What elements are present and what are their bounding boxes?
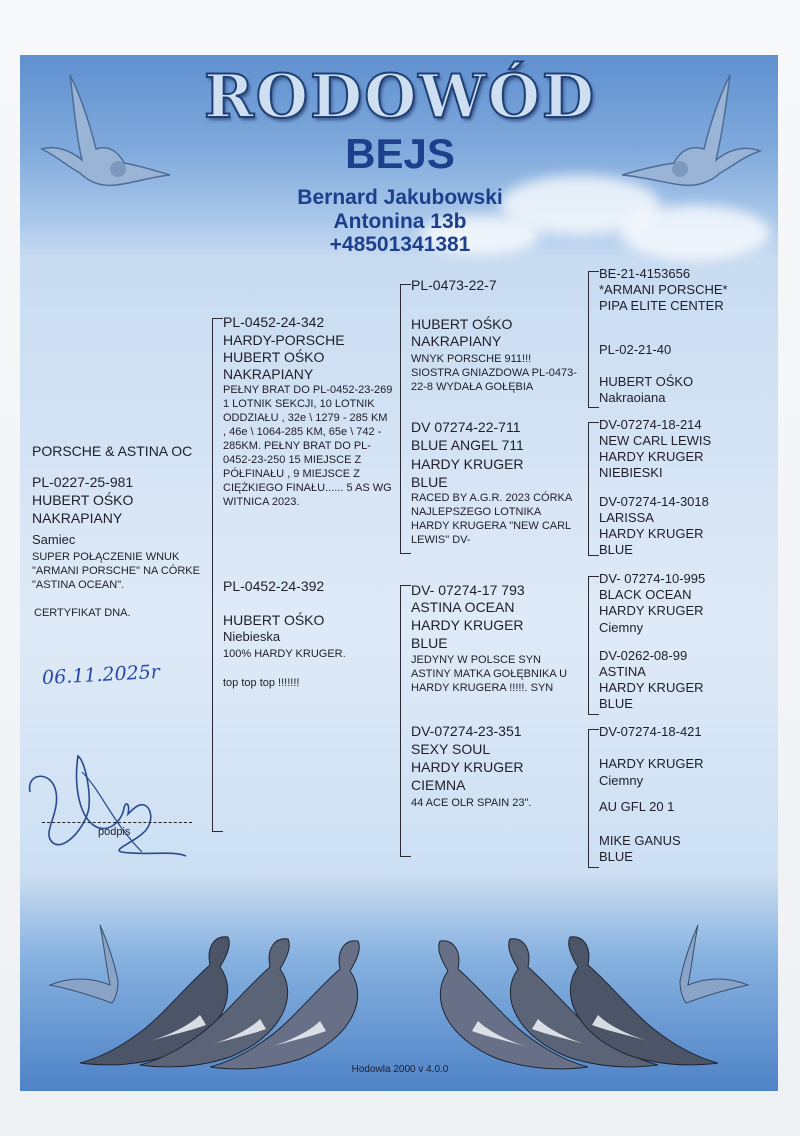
ggp1-ring: BE-21-4153656 — [599, 266, 691, 281]
ggp4-ring: DV-07274-14-3018 — [599, 494, 709, 509]
ggp7-breeder: HARDY KRUGER — [599, 756, 704, 771]
software-credit: Hodowla 2000 v 4.0.0 — [351, 1064, 449, 1075]
handwritten-date: 06.11.2025r — [41, 660, 161, 690]
gp3-breeder: HARDY KRUGER — [411, 617, 524, 633]
dam-ring: PL-0452-24-392 — [223, 578, 325, 594]
subject-cert: CERTYFIKAT DNA. — [34, 607, 131, 619]
gp1-color: NAKRAPIANY — [411, 333, 502, 349]
gp2-ring: DV 07274-22-711 — [411, 419, 521, 435]
ggp3-breeder: HARDY KRUGER — [599, 449, 704, 464]
ggp7-color: Ciemny — [599, 773, 644, 788]
subject-color: NAKRAPIANY — [32, 510, 123, 526]
ggp3-color: NIEBIESKI — [599, 465, 663, 480]
sire-breeder: HUBERT OŚKO — [223, 349, 325, 365]
ggp5-ring: DV- 07274-10-995 — [599, 571, 706, 586]
gp3-name: ASTINA OCEAN — [411, 599, 515, 615]
ggp4-breeder: HARDY KRUGER — [599, 526, 704, 541]
ggp4-name: LARISSA — [599, 510, 654, 525]
ggp8-color: BLUE — [599, 849, 633, 864]
sire-ring: PL-0452-24-342 — [223, 314, 325, 330]
gp2-color: BLUE — [411, 474, 448, 490]
gp3-ring: DV- 07274-17 793 — [411, 582, 525, 598]
gp4-breeder: HARDY KRUGER — [411, 759, 524, 775]
ggp1-breeder: PIPA ELITE CENTER — [599, 298, 724, 313]
ggp2-breeder: HUBERT OŚKO — [599, 374, 694, 389]
owner-name: Bernard Jakubowski — [297, 186, 503, 209]
loft-name: BEJS — [345, 130, 455, 177]
subject-breeder: HUBERT OŚKO — [32, 492, 134, 508]
dam-breeder: HUBERT OŚKO — [223, 612, 325, 628]
document-title: RODOWÓD — [203, 62, 597, 132]
owner-street: Antonina 13b — [333, 210, 467, 233]
ggp2-color: Nakraoiana — [599, 390, 666, 405]
subject-name: PORSCHE & ASTINA OC — [32, 443, 193, 459]
subject-ring: PL-0227-25-981 — [32, 474, 134, 490]
gp1-breeder: HUBERT OŚKO — [411, 316, 513, 332]
bracket-gp1-parents — [588, 271, 599, 408]
gp2-notes: RACED BY A.G.R. 2023 CÓRKA NAJLEPSZEGO LOTNIKA HARDY KRUGERA "NEW CARL LEWIS" DV- — [411, 492, 572, 546]
ggp3-ring: DV-07274-18-214 — [599, 417, 702, 432]
gp2-breeder: HARDY KRUGER — [411, 456, 524, 472]
owner-phone: +48501341381 — [329, 233, 471, 256]
ggp2-ring: PL-02-21-40 — [599, 342, 672, 357]
ggp5-name: BLACK OCEAN — [599, 587, 692, 602]
handwritten-signature — [22, 752, 192, 862]
gp4-name: SEXY SOUL — [411, 741, 491, 757]
bracket-dam-parents — [400, 585, 411, 857]
ggp4-color: BLUE — [599, 542, 633, 557]
bracket-gp2-parents — [588, 422, 599, 556]
signature-line — [42, 822, 192, 823]
ggp3-name: NEW CARL LEWIS — [599, 433, 712, 448]
gp3-color: BLUE — [411, 635, 448, 651]
dam-note-2: top top top !!!!!!! — [223, 677, 300, 689]
gp4-color: CIEMNA — [411, 777, 466, 793]
ggp8-breeder: MIKE GANUS — [599, 833, 681, 848]
signature-label: podpis — [98, 826, 131, 838]
subject-notes: SUPER POŁĄCZENIE WNUK "ARMANI PORSCHE" NA CÓRKE "ASTINA OCEAN". — [32, 551, 200, 591]
bracket-sire-parents — [400, 284, 411, 554]
ggp6-color: BLUE — [599, 696, 633, 711]
gp4-notes: 44 ACE OLR SPAIN 23". — [411, 797, 532, 809]
sire-notes: PEŁNY BRAT DO PL-0452-23-269 1 LOTNIK SEKCJI, 10 LOTNIK ODDZIAŁU , 32e \ 1279 - 285 KM , 46e \ 1064-285 KM, 65e \ 742 - 285KM. PEŁNY BRAT DO PL-0452-23-250 15 MIEJSCE Z PÓŁFINAŁU , 9 MIEJSCE Z CIĘŻKIEGO FINAŁU...... 5 AS WG WITNICA 2023. — [223, 384, 393, 508]
ggp1-name: *ARMANI PORSCHE* — [599, 282, 728, 297]
subject-sex: Samiec — [32, 532, 76, 547]
ggp6-breeder: HARDY KRUGER — [599, 680, 704, 695]
dam-color: Niebieska — [223, 629, 281, 644]
pigeons-illustration — [20, 885, 778, 1091]
dam-note-1: 100% HARDY KRUGER. — [223, 648, 346, 660]
bracket-gp3-parents — [588, 576, 599, 715]
ggp7-ring: DV-07274-18-421 — [599, 724, 702, 739]
ggp5-breeder: HARDY KRUGER — [599, 603, 704, 618]
ggp6-ring: DV-0262-08-99 — [599, 648, 688, 663]
gp1-notes: WNYK PORSCHE 911!!! SIOSTRA GNIAZDOWA PL-0473-22-8 WYDAŁA GOŁĘBIA — [411, 353, 577, 393]
gp2-name: BLUE ANGEL 711 — [411, 437, 524, 453]
bracket-parents — [212, 318, 223, 832]
gp4-ring: DV-07274-23-351 — [411, 723, 522, 739]
ggp6-name: ASTINA — [599, 664, 646, 679]
sire-color: NAKRAPIANY — [223, 366, 314, 382]
gp1-ring: PL-0473-22-7 — [411, 277, 497, 293]
sire-name: HARDY-PORSCHE — [223, 332, 345, 348]
gp3-notes: JEDYNY W POLSCE SYN ASTINY MATKA GOŁĘBNIKA U HARDY KRUGERA !!!!!. SYN — [411, 654, 568, 694]
bracket-gp4-parents — [588, 729, 599, 868]
ggp5-color: Ciemny — [599, 620, 644, 635]
ggp8-ring: AU GFL 20 1 — [599, 799, 675, 814]
